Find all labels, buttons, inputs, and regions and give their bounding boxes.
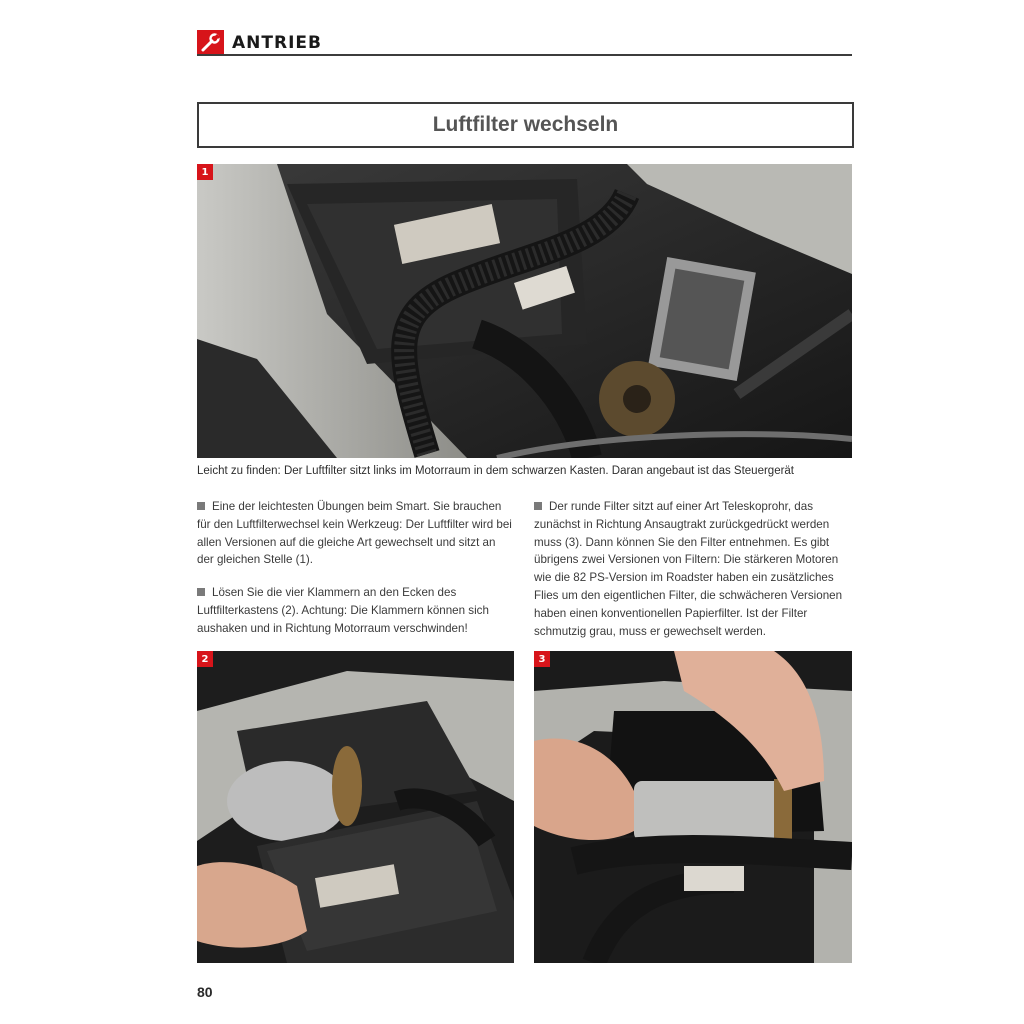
photo-2 <box>197 651 514 963</box>
photo-number: 1 <box>197 164 213 180</box>
photo-caption: Leicht zu finden: Der Luftfilter sitzt links im Motorraum in dem schwarzen Kasten. Daran angebaut ist das Steuergerät <box>197 465 795 477</box>
section-badge <box>197 30 224 56</box>
section-title: ANTRIEB <box>232 33 322 53</box>
text-column-left <box>197 498 515 653</box>
page-title-box <box>197 102 854 148</box>
filter-removal-photo <box>534 651 852 963</box>
page-title: Luftfilter wechseln <box>432 113 619 136</box>
paragraph: Eine der leichtesten Übungen beim Smart. Sie brauchen für den Luftfilterwechsel kein Werkzeug: Der Luftfilter wird bei allen Versionen auf die gleiche Art gewechselt und sitzt an der gleichen Stelle (1). <box>197 500 512 567</box>
paragraph: Der runde Filter sitzt auf einer Art Teleskoprohr, das zunächst in Richtung Ansaugtrakt zurückgedrückt werden muss (3). Dann können Sie den Filter entnehmen. Es gibt übrigens zwei Versionen von Filtern: Die stärkeren Motoren wie die 82 PS-Version im Roadster haben ein zusätzliches Flies um den eigentlichen Filter, die schwächeren Versionen haben einen konventionellen Papierfilter. Ist der Filter schmutzig grau, muss er gewechselt werden. <box>534 500 843 638</box>
bullet-icon <box>197 588 205 596</box>
photo-1 <box>197 164 852 458</box>
text-column-right <box>534 498 852 655</box>
header-divider <box>197 54 852 56</box>
photo-number: 3 <box>534 651 550 667</box>
photo-number: 2 <box>197 651 213 667</box>
page-number: 80 <box>197 984 213 1000</box>
bullet-icon <box>534 502 542 510</box>
photo-3 <box>534 651 852 963</box>
wrench-icon <box>200 33 221 53</box>
filter-box-lid-photo <box>197 651 514 963</box>
bullet-icon <box>197 502 205 510</box>
paragraph: Lösen Sie die vier Klammern an den Ecken des Luftfilterkastens (2). Achtung: Die Klammern können sich aushaken und in Richtung Motorraum verschwinden! <box>197 586 489 635</box>
engine-bay-photo <box>197 164 852 458</box>
